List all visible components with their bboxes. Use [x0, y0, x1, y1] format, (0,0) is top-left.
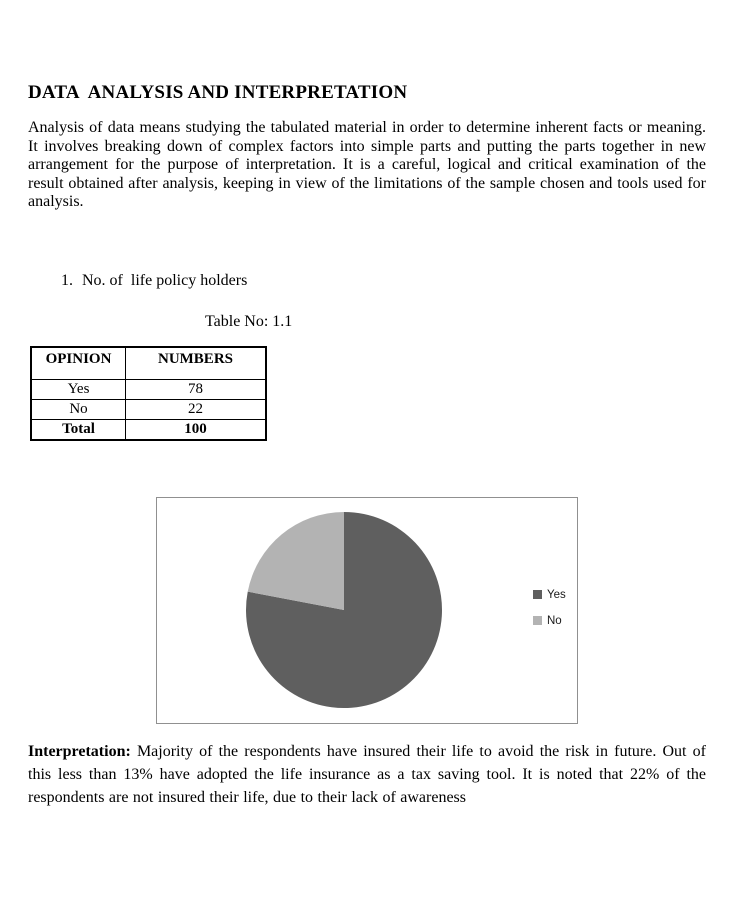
- table-cell-numbers: 22: [126, 399, 267, 419]
- interpretation-label: Interpretation:: [28, 742, 131, 760]
- table-header-row: [31, 347, 266, 380]
- legend-label-yes: Yes: [547, 588, 566, 601]
- table-cell-opinion: Yes: [31, 379, 126, 399]
- interpretation-paragraph: [28, 740, 706, 809]
- legend-label-no: No: [547, 614, 562, 627]
- table-header-opinion: OPINION: [31, 347, 126, 380]
- interpretation-text: Majority of the respondents have insured their life to avoid the risk in future. Out of this less than 13% have adopted the life insurance as a tax saving tool. It is noted that 22% of the respondents are not insured their life, due to their lack of awareness: [28, 742, 706, 806]
- pie-chart-frame: [156, 497, 578, 724]
- table-row-yes: [31, 379, 266, 399]
- list-item-number: 1.: [61, 271, 73, 289]
- list-item-label: No. of life policy holders: [82, 271, 248, 289]
- intro-paragraph: Analysis of data means studying the tabulated material in order to determine inherent facts or meaning. It involves breaking down of complex factors into simple parts and putting the parts together in new arrangement for the purpose of interpretation. It is a careful, logical and critical examination of the result obtained after analysis, keeping in view of the limitations of the sample chosen and tools used for analysis.: [28, 119, 706, 210]
- legend-item-yes: [533, 589, 566, 601]
- opinion-table: [30, 346, 267, 441]
- table-cell-numbers: 100: [126, 419, 267, 440]
- table-cell-opinion: Total: [31, 419, 126, 440]
- table-cell-numbers: 78: [126, 379, 267, 399]
- legend-swatch-yes: [533, 590, 542, 599]
- pie-chart: [157, 498, 577, 723]
- page-title: DATA ANALYSIS AND INTERPRETATION: [28, 82, 408, 103]
- table-row-total: [31, 419, 266, 440]
- legend-swatch-no: [533, 616, 542, 625]
- table-caption: Table No: 1.1: [205, 312, 293, 330]
- table-row-no: [31, 399, 266, 419]
- table-cell-opinion: No: [31, 399, 126, 419]
- list-item-1: [28, 254, 706, 308]
- chart-legend: [533, 589, 566, 641]
- table-header-numbers: NUMBERS: [126, 347, 267, 380]
- legend-item-no: [533, 615, 566, 627]
